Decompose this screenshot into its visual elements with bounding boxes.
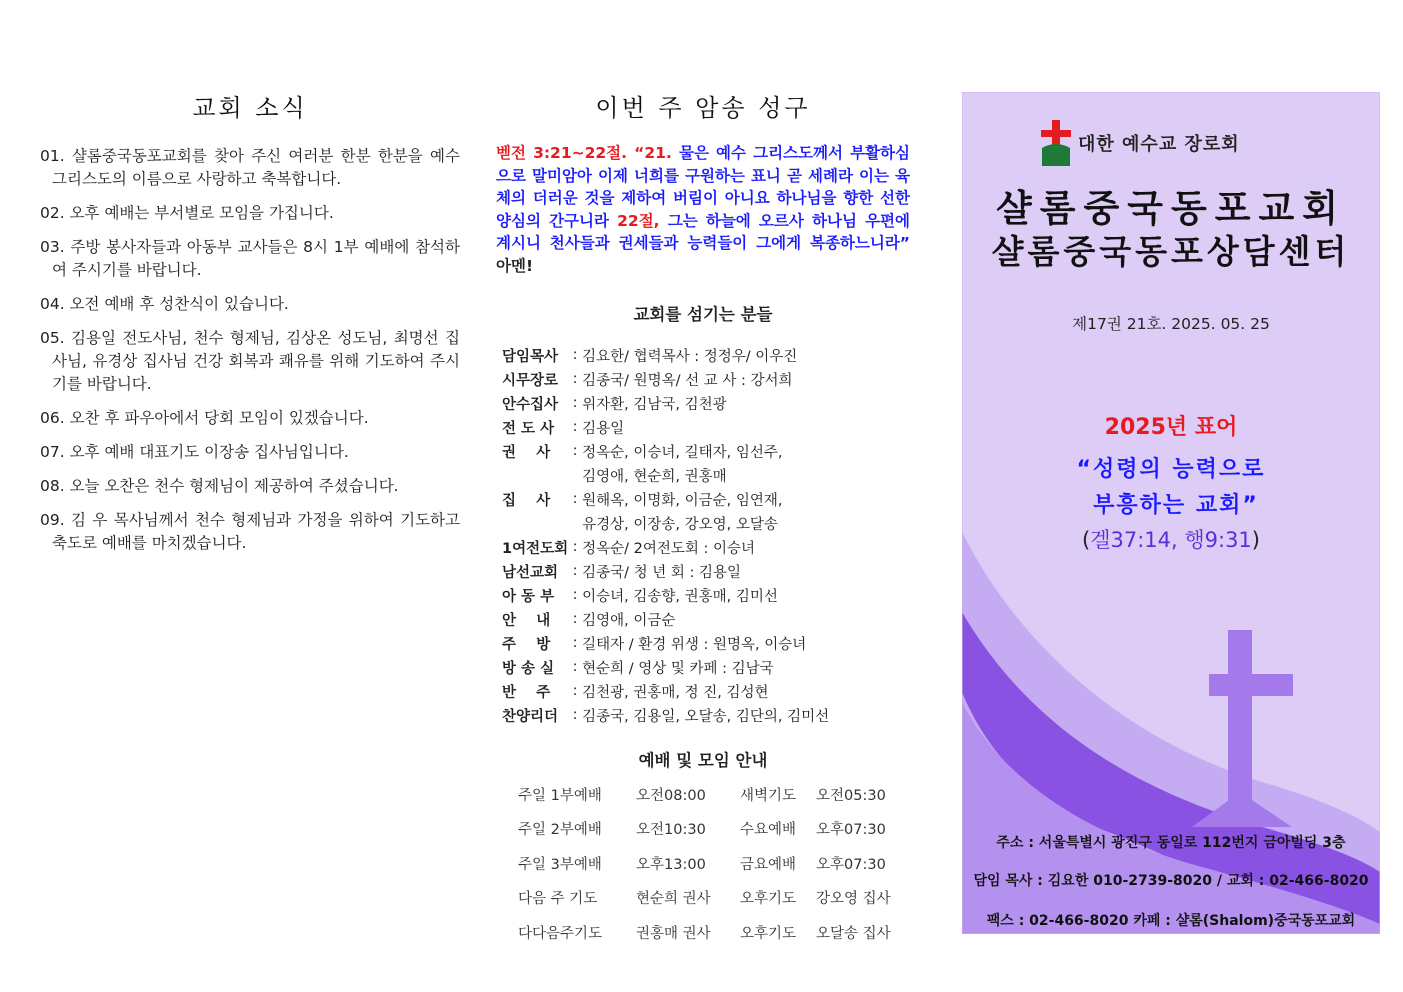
staff-role xyxy=(502,511,568,535)
staff-names: 정옥순, 이승녀, 길태자, 임선주, xyxy=(582,444,783,461)
staff-sep: : xyxy=(572,563,578,579)
staff-row xyxy=(502,679,829,703)
news-item: 02. 오후 예배는 부서별로 모임을 가집니다. xyxy=(40,204,334,222)
staff-names: 현순희 / 영상 및 카페 : 김남국 xyxy=(582,660,774,677)
staff-sep: : xyxy=(572,491,578,507)
staff-row xyxy=(502,415,829,439)
schedule-time: 오후07:30 xyxy=(816,822,886,839)
staff-role: 안 내 xyxy=(502,612,551,629)
schedule-service: 다다음주기도 xyxy=(518,925,603,942)
staff-names: 위자환, 김남국, 김천광 xyxy=(582,396,727,413)
schedule-row xyxy=(502,881,906,916)
schedule-time: 오후13:00 xyxy=(636,856,706,873)
bulletin-cover xyxy=(962,92,1380,934)
staff-title: 교회를 섬기는 분들 xyxy=(633,305,773,324)
denomination-cross-logo-icon xyxy=(1038,118,1074,168)
schedule-time: 현순희 권사 xyxy=(636,891,711,908)
motto-reference-open: ( xyxy=(1081,528,1091,552)
verse-text-22: 그는 하늘에 오르사 하나님 우편에 계시니 천사들과 권세들과 능력들이 그에게 복종하느니라” xyxy=(496,211,910,252)
staff-names: 김종국/ 청 년 회 : 김용일 xyxy=(582,564,742,581)
schedule-service: 새벽기도 xyxy=(740,787,797,804)
staff-names: 김천광, 권홍매, 정 진, 김성현 xyxy=(582,684,769,701)
motto-line-1: “성령의 능력으로 xyxy=(1076,457,1266,482)
staff-row xyxy=(502,511,829,535)
staff-role: 반 주 xyxy=(502,684,551,701)
verse-amen: 아멘! xyxy=(496,256,534,275)
schedule-time: 강오영 집사 xyxy=(816,891,891,908)
staff-row xyxy=(502,343,829,367)
staff-sep: : xyxy=(572,659,578,675)
news-item: 09. 김 우 목사님께서 천수 형제님과 가정을 위하여 기도하고 축도로 예배를 마치겠습니다. xyxy=(40,511,460,552)
verse-number-22: 22절, xyxy=(617,211,660,230)
staff-sep: : xyxy=(572,539,578,555)
staff-row xyxy=(502,367,829,391)
schedule-service: 수요예배 xyxy=(740,822,797,839)
staff-role: 방 송 실 xyxy=(502,660,555,677)
denomination-name: 대한 예수교 장로회 xyxy=(1078,134,1240,155)
staff-names: 정옥순/ 2여전도회 : 이승녀 xyxy=(582,540,756,557)
memory-verse-text xyxy=(496,142,910,277)
staff-role: 담임목사 xyxy=(502,348,559,365)
fax-cafe-info: 팩스 : 02-466-8020 카페 : 샬롬(Shalom)중국동포교회 xyxy=(986,913,1356,929)
church-news-title: 교회 소식 xyxy=(192,94,308,122)
news-item: 01. 샬롬중국동포교회를 찾아 주신 여러분 한분 한분을 예수 그리스도의 이름으로 사랑하고 축복합니다. xyxy=(40,147,460,188)
verse-number-21: 21. xyxy=(644,144,672,162)
schedule-service: 오후기도 xyxy=(740,925,797,942)
staff-sep: : xyxy=(572,635,578,651)
staff-role: 시무장로 xyxy=(502,372,559,389)
staff-role: 전 도 사 xyxy=(502,420,555,437)
schedule-row xyxy=(502,777,906,812)
schedule-row xyxy=(502,915,906,950)
staff-names: 김요한/ 협력목사 : 정정우/ 이우진 xyxy=(582,348,798,365)
staff-sep: : xyxy=(572,683,578,699)
news-item: 03. 주방 봉사자들과 아동부 교사들은 8시 1부 예배에 참석하여 주시기를 바랍니다. xyxy=(40,238,460,279)
middle-column xyxy=(496,88,910,950)
schedule-service: 주일 3부예배 xyxy=(518,856,602,873)
staff-sep: : xyxy=(572,611,578,627)
staff-role: 남선교회 xyxy=(502,564,559,581)
church-name: 샬롬중국동포교회 xyxy=(996,187,1346,230)
staff-role: 주 방 xyxy=(502,636,551,653)
staff-sep: : xyxy=(572,347,578,363)
church-news-section xyxy=(40,88,460,566)
contact-info: 담임 목사 : 김요한 010-2739-8020 / 교회 : 02-466-8020 xyxy=(973,873,1369,889)
verse-reference: 벧전 3:21~22절. xyxy=(496,144,628,162)
staff-role: 권 사 xyxy=(502,444,551,461)
news-item: 08. 오늘 오찬은 천수 형제님이 제공하여 주셨습니다. xyxy=(40,477,399,495)
cross-vertical xyxy=(1228,630,1252,820)
staff-names: 김영애, 이금순 xyxy=(582,612,676,629)
schedule-time: 권홍매 권사 xyxy=(636,925,711,942)
counseling-center-name: 샬롬중국동포상담센터 xyxy=(991,232,1351,271)
staff-row xyxy=(502,391,829,415)
memory-verse-title: 이번 주 암송 성구 xyxy=(595,94,811,122)
schedule-time: 오후07:30 xyxy=(816,856,886,873)
cross-horizontal xyxy=(1209,674,1293,696)
staff-row xyxy=(502,487,829,511)
schedule-time: 오전08:00 xyxy=(636,787,706,804)
motto-reference-text: 겔37:14, 행9:31 xyxy=(1090,528,1252,552)
staff-names: 유경상, 이장송, 강오영, 오달송 xyxy=(582,516,778,533)
schedule-service: 금요예배 xyxy=(740,856,797,873)
schedule-time: 오전05:30 xyxy=(816,787,886,804)
schedule-title: 예배 및 모임 안내 xyxy=(638,751,768,770)
staff-names: 이승녀, 김송향, 권홍매, 김미선 xyxy=(582,588,778,605)
schedule-service: 다음 주 기도 xyxy=(518,891,598,908)
staff-role xyxy=(502,463,568,487)
verse-open-quote: “ xyxy=(627,144,645,162)
staff-sep xyxy=(568,511,582,535)
schedule-service: 주일 2부예배 xyxy=(518,822,602,839)
news-item: 05. 김용일 전도사님, 천수 형제님, 김상온 성도님, 최명선 집사님, 유경상 집사님 건강 회복과 쾌유를 위해 기도하여 주시기를 바랍니다. xyxy=(40,329,460,393)
staff-row xyxy=(502,463,829,487)
news-item: 07. 오후 예배 대표기도 이장송 집사님입니다. xyxy=(40,443,349,461)
staff-role: 아 동 부 xyxy=(502,588,555,605)
staff-names: 김영애, 현순희, 권홍매 xyxy=(582,468,727,485)
staff-sep: : xyxy=(572,395,578,411)
staff-names: 김종국, 김용일, 오달송, 김단의, 김미선 xyxy=(582,708,830,725)
staff-role: 집 사 xyxy=(502,492,551,509)
schedule-service: 오후기도 xyxy=(740,891,797,908)
issue-info: 제17권 21호. 2025. 05. 25 xyxy=(1072,315,1270,333)
schedule-service: 주일 1부예배 xyxy=(518,787,602,804)
staff-row xyxy=(502,439,829,463)
staff-sep: : xyxy=(572,419,578,435)
schedule-row xyxy=(502,812,906,847)
schedule-time: 오달송 집사 xyxy=(816,925,891,942)
motto-line-2: 부흥하는 교회” xyxy=(1093,493,1259,518)
schedule-time: 오전10:30 xyxy=(636,822,706,839)
news-item: 04. 오전 예배 후 성찬식이 있습니다. xyxy=(40,295,289,313)
staff-row xyxy=(502,631,829,655)
staff-sep: : xyxy=(572,587,578,603)
motto-title: 2025년 표어 xyxy=(1104,415,1238,440)
church-address: 주소 : 서울특별시 광진구 동일로 112번지 금아빌딩 3층 xyxy=(996,835,1346,851)
motto-reference-close: ) xyxy=(1251,528,1260,552)
staff-sep: : xyxy=(572,707,578,723)
verse-text-21: 물은 예수 그리스도께서 부활하심으로 말미암아 이제 너희를 구원하는 표니 곧 세례라 이는 육체의 더러운 것을 제하여 버림이 아니요 하나님을 향한 선한 양심의 간구니라 xyxy=(496,144,910,230)
staff-names: 김용일 xyxy=(582,420,625,437)
staff-row xyxy=(502,559,829,583)
news-item: 06. 오찬 후 파우아에서 당회 모임이 있겠습니다. xyxy=(40,409,369,427)
staff-names: 길태자 / 환경 위생 : 원명옥, 이승녀 xyxy=(582,636,807,653)
motto-reference xyxy=(962,524,1380,554)
staff-sep: : xyxy=(572,443,578,459)
staff-table xyxy=(502,343,829,727)
schedule-row xyxy=(502,846,906,881)
staff-row xyxy=(502,703,829,727)
staff-names: 원해옥, 이명화, 이금순, 임연재, xyxy=(582,492,783,509)
church-news-list xyxy=(40,145,460,555)
staff-sep: : xyxy=(572,371,578,387)
staff-row xyxy=(502,583,829,607)
staff-names: 김종국/ 원명옥/ 선 교 사 : 강서희 xyxy=(582,372,793,389)
staff-row xyxy=(502,535,829,559)
staff-sep xyxy=(568,463,582,487)
schedule-table xyxy=(502,777,906,950)
staff-row xyxy=(502,655,829,679)
staff-role: 찬양리더 xyxy=(502,708,559,725)
staff-role: 1여전도회 xyxy=(502,540,569,557)
staff-row xyxy=(502,607,829,631)
staff-role: 안수집사 xyxy=(502,396,559,413)
